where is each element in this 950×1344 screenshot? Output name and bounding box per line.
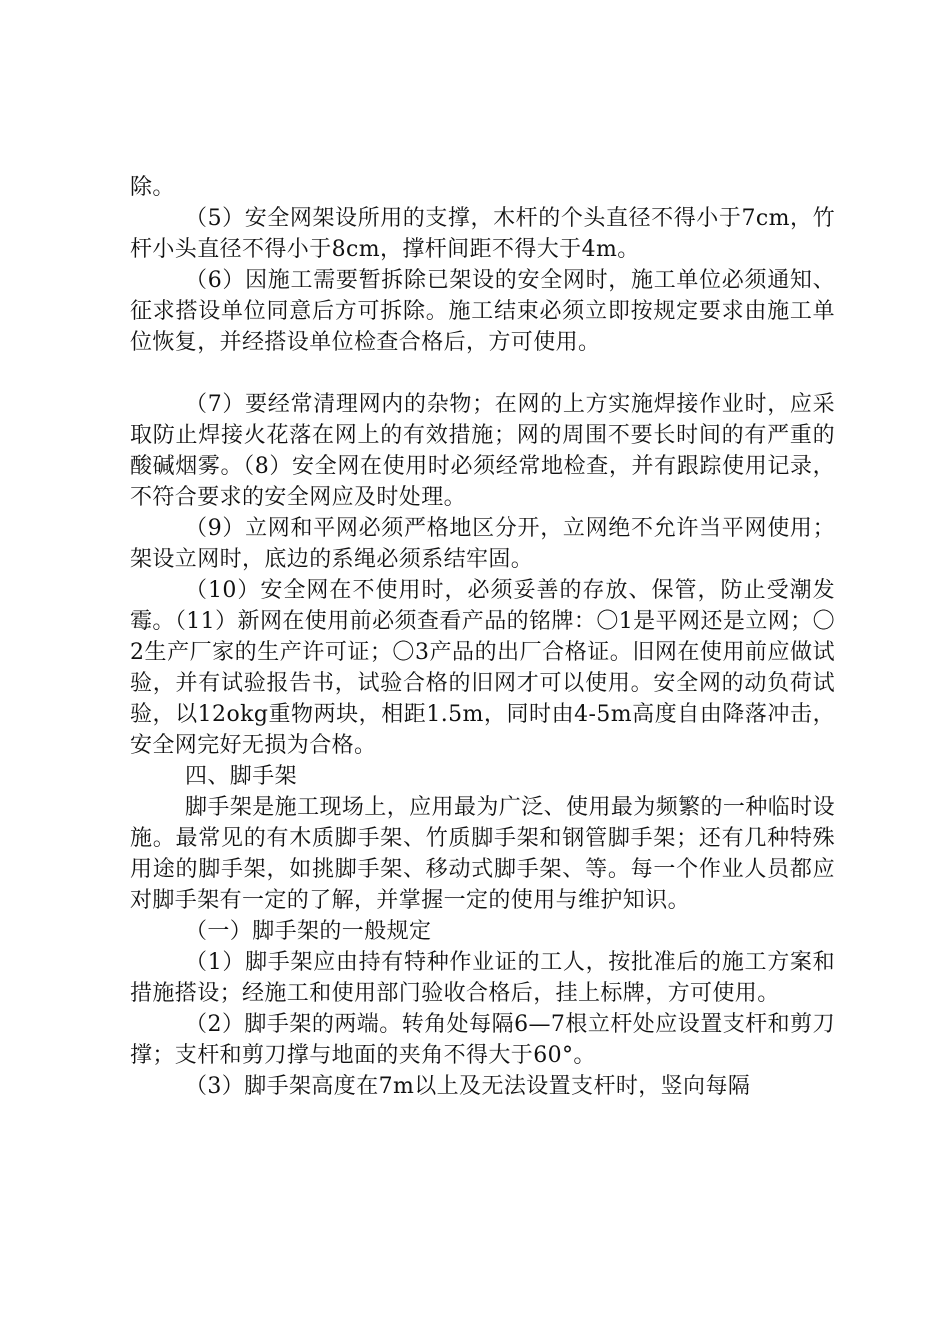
paragraph-rule-3: （3）脚手架高度在7m以上及无法设置支杆时，竖向每隔 [185,1074,751,1099]
document-body [130,172,835,1102]
paragraph-item-10-11: （10）安全网在不使用时，必须妥善的存放、保管，防止受潮发霉。（11）新网在使用前必须查看产品的铭牌：〇1是平网还是立网；〇2生产厂家的生产许可证；〇3产品的出厂合格证。旧网在使用前应做试验，并有试验报告书，试验合格的旧网才可以使用。安全网的动负荷试验，以12okg重物两块，相距1.5m，同时由4-5m高度自由降落冲击，安全网完好无损为合格。 [130,578,835,758]
paragraph-rule-2: （2）脚手架的两端。转角处每隔6—7根立杆处应设置支杆和剪刀撑；支杆和剪刀撑与地面的夹角不得大于60°。 [130,1012,835,1068]
paragraph-rule-1: （1）脚手架应由持有特种作业证的工人，按批准后的施工方案和措施搭设；经施工和使用部门验收合格后，挂上标牌，方可使用。 [130,950,835,1006]
paragraph-continuation: 除。 [130,175,175,200]
section-heading-scaffolding: 四、脚手架 [185,764,298,789]
paragraph-item-7-8: （7）要经常清理网内的杂物；在网的上方实施焊接作业时，应采取防止焊接火花落在网上的有效措施；网的周围不要长时间的有严重的酸碱烟雾。（8）安全网在使用时必须经常地检查，并有跟踪使用记录，不符合要求的安全网应及时处理。 [130,392,835,510]
paragraph-item-9: （9）立网和平网必须严格地区分开，立网绝不允许当平网使用；架设立网时，底边的系绳必须系结牢固。 [130,516,835,572]
paragraph-item-6: （6）因施工需要暂拆除已架设的安全网时，施工单位必须通知、征求搭设单位同意后方可拆除。施工结束必须立即按规定要求由施工单位恢复，并经搭设单位检查合格后，方可使用。 [130,268,835,355]
paragraph-item-5: （5）安全网架设所用的支撑，木杆的个头直径不得小于7cm，竹杆小头直径不得小于8cm，撑杆间距不得大于4m。 [130,206,835,262]
paragraph-scaffolding-intro: 脚手架是施工现场上，应用最为广泛、使用最为频繁的一种临时设施。最常见的有木质脚手架、竹质脚手架和钢管脚手架；还有几种特殊用途的脚手架，如挑脚手架、移动式脚手架、等。每一个作业人员都应对脚手架有一定的了解，并掌握一定的使用与维护知识。 [130,795,835,913]
subsection-heading-general-rules: （一）脚手架的一般规定 [185,919,432,944]
